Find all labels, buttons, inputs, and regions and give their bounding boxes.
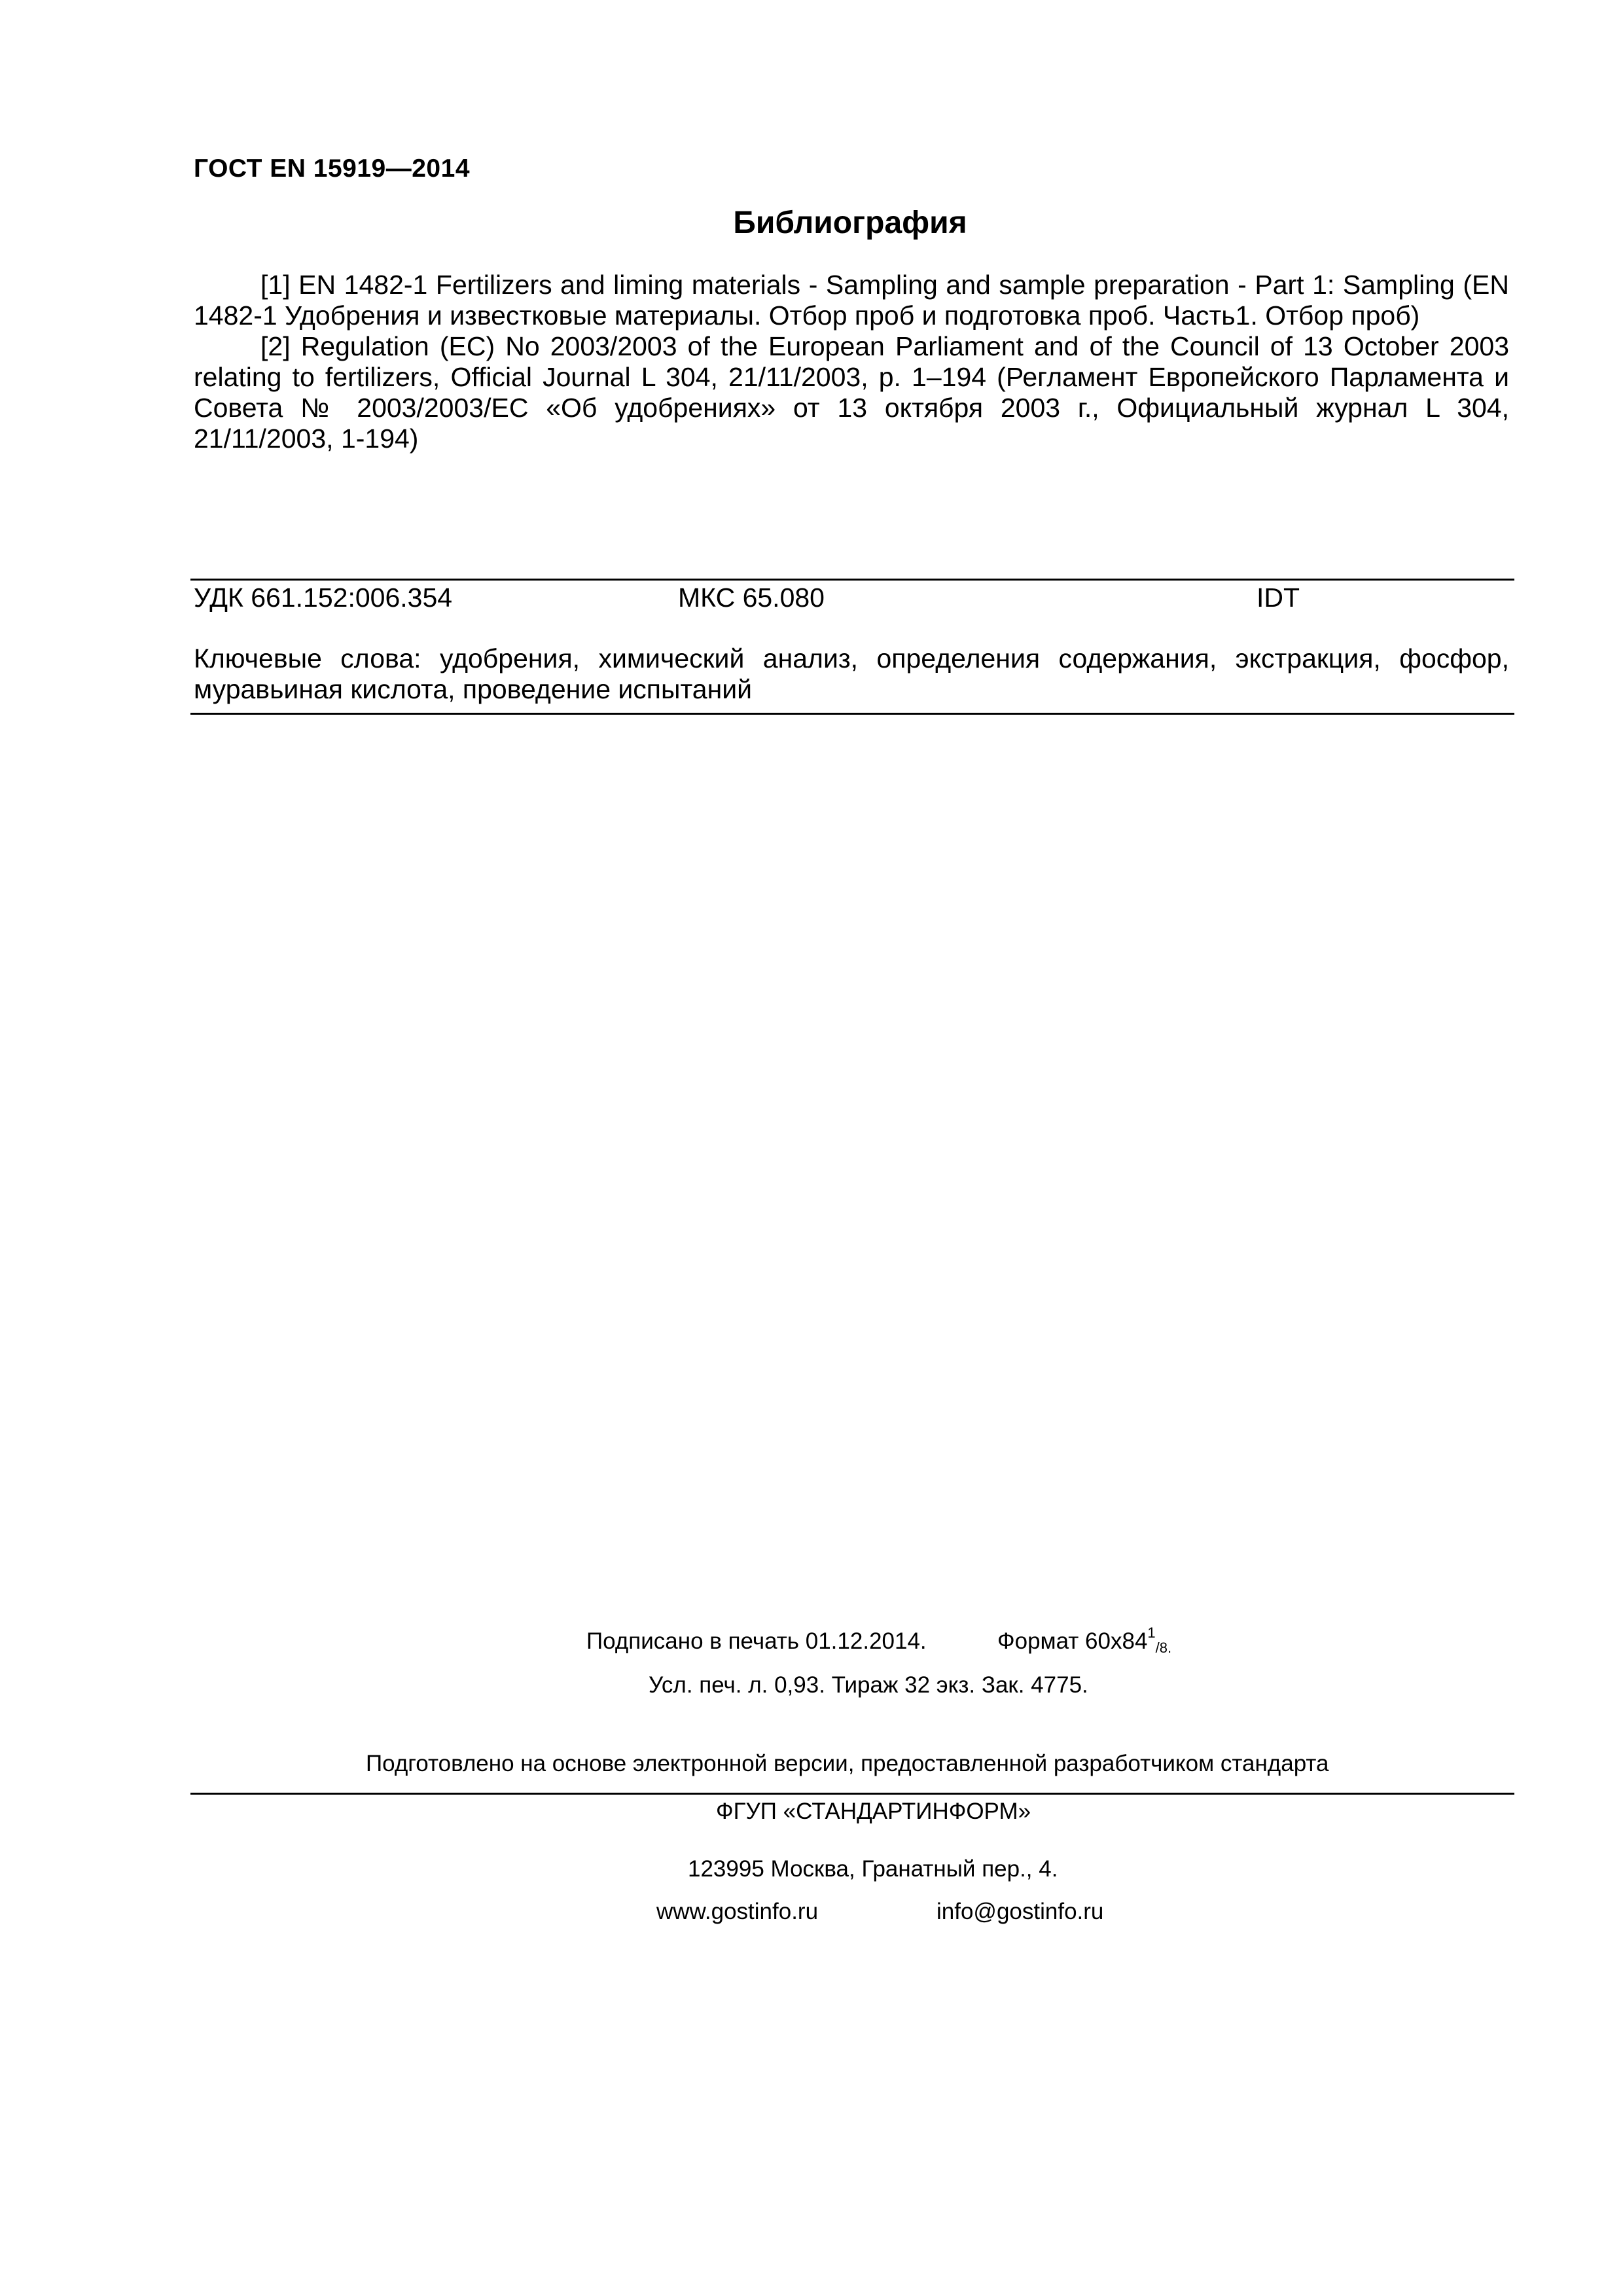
print-info: Усл. печ. л. 0,93. Тираж 32 экз. Зак. 4775. [649,1672,1088,1698]
bibliography-item: [1] EN 1482-1 Fertilizers and liming materials - Sampling and sample preparation - Part 1: Sampling (EN 1482-1 Удобрения и известковые материалы. Отбор проб и подготовка проб. Часть1. Отбор проб) [194,270,1509,331]
format-label: Формат 60x84 [997,1628,1148,1654]
bibliography-item: [2] Regulation (EC) No 2003/2003 of the European Parliament and of the Council of 13 October 2003 relating to fertilizers, Official Journal L 304, 21/11/2003, p. 1–194 (Регламент Европейского Парламента и Совета № 2003/2003/EC «Об удобрениях» от 13 октября 2003 г., Официальный журнал L 304, 21/11/2003, 1-194) [194,331,1509,454]
signed-date: Подписано в печать 01.12.2014. [586,1628,927,1654]
email-link[interactable]: info@gostinfo.ru [936,1899,1104,1924]
publisher-address: 123995 Москва, Гранатный пер., 4. [688,1856,1058,1882]
website-link[interactable]: www.gostinfo.ru [656,1899,819,1924]
format-numerator: 1 [1147,1624,1156,1641]
imprint-divider [190,1793,1514,1795]
publisher-name: ФГУП «СТАНДАРТИНФОРМ» [716,1799,1031,1824]
format-denominator: /8. [1155,1640,1172,1656]
print-format [997,1624,1172,1656]
bibliography-list [194,270,1509,454]
top-divider [190,579,1514,581]
standard-code: ГОСТ EN 15919—2014 [194,154,471,183]
idt-label: IDT [1257,583,1300,613]
mks-code: МКС 65.080 [678,583,825,613]
bibliography-title: Библиография [733,206,967,240]
udk-code: УДК 661.152:006.354 [194,583,453,613]
prepared-note: Подготовлено на основе электронной версии, предоставленной разработчиком стандарта [366,1751,1329,1776]
keywords-divider [190,713,1514,715]
keywords-text: Ключевые слова: удобрения, химический анализ, определения содержания, экстракция, фосфор, муравьиная кислота, проведение испытаний [194,643,1509,704]
